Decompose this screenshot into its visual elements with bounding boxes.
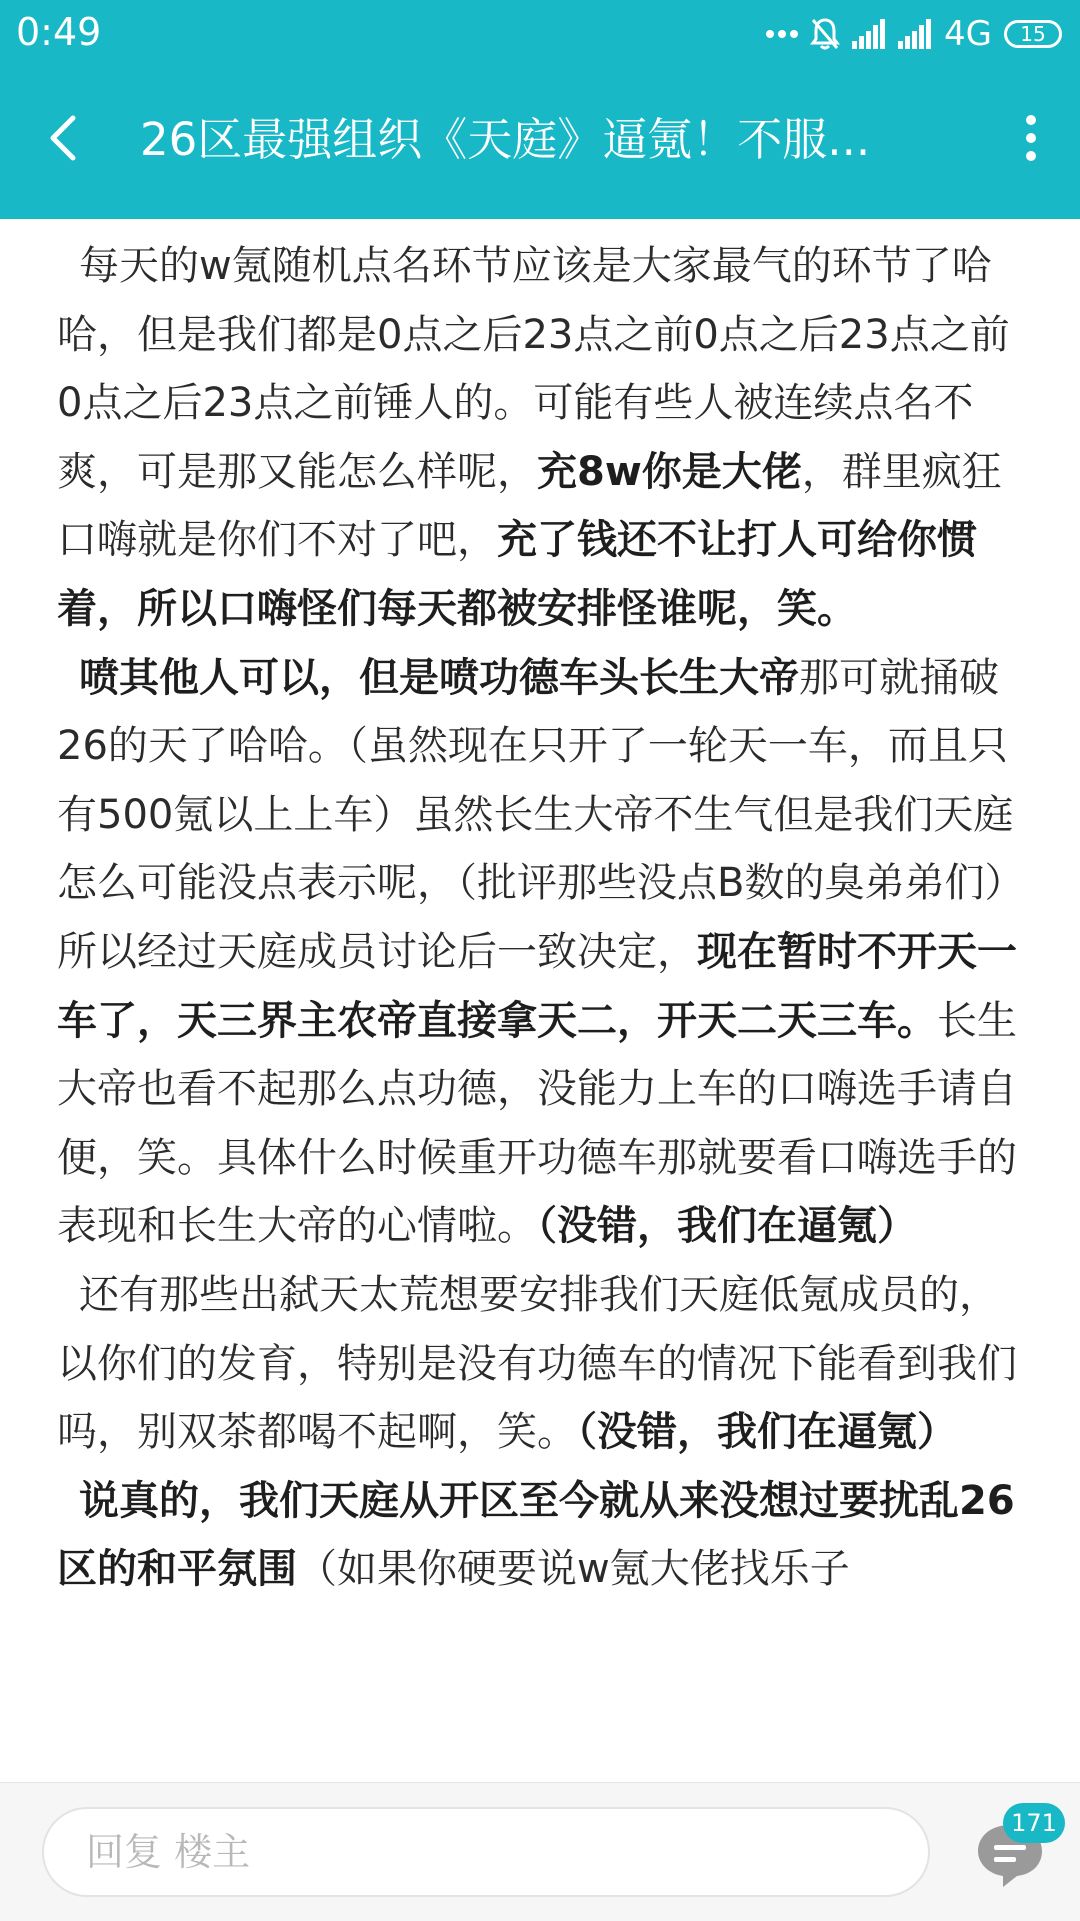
bold-span: （没错，我们在逼氪） — [577, 1409, 957, 1456]
bottom-bar — [0, 1782, 1080, 1921]
status-time: 0:49 — [16, 10, 102, 54]
more-dots-icon — [766, 29, 798, 39]
bold-span: 充8w你是大佬 — [537, 448, 802, 495]
bold-span: 现在暂时不开天一车了，天三界主农帝直接拿天二，开天二天三车。 — [57, 928, 1017, 1044]
paragraph-2 — [57, 644, 1027, 1261]
text-span: 每天的w氪随机点名环节应该是大家最气的环节了哈哈，但是我们都是0点之后23点之前0点之后23点之前0点之后23点之前锤人的。可能有些人被连续点名不爽，可是那又能怎么样呢， — [57, 243, 1010, 495]
more-options-button[interactable] — [1006, 106, 1056, 170]
page-title: 26区最强组织《天庭》逼氪！不服... — [140, 113, 871, 166]
more-vert-icon — [1024, 114, 1038, 162]
status-icons — [766, 14, 1062, 54]
text-span: 那可就捅破26的天了哈哈。（虽然现在只开了一轮天一车，而且只有500氪以上上车）虽然长生大帝不生气但是我们天庭怎么可能没点表示呢，（批评那些没点B数的臭弟弟们）所以经过天庭成员讨论后一致决定， — [57, 654, 1025, 975]
paragraph-1 — [57, 232, 1027, 644]
bold-span: （没错，我们在逼氪） — [537, 1203, 917, 1250]
bold-span: 充了钱还不让打人可给你惯着，所以口嗨怪们每天都被安排怪谁呢，笑。 — [57, 517, 977, 632]
reply-input[interactable]: 回复 楼主 — [42, 1807, 930, 1897]
bold-span: 喷其他人可以，但是喷功德车头长生大帝 — [79, 654, 799, 701]
bold-span: 说真的，我们天庭从开区至今就从来没想过要扰乱26区的和平氛围 — [57, 1477, 1015, 1593]
text-span: 还有那些出弑天太荒想要安排我们天庭低氪成员的，以你们的发育，特别是没有功德车的情况下能看到我们吗，别双茶都喝不起啊，笑。 — [57, 1271, 1017, 1456]
network-type: 4G — [944, 14, 992, 54]
signal-icon — [898, 19, 932, 49]
battery-level: 15 — [1020, 22, 1046, 46]
chevron-left-icon — [47, 114, 77, 162]
paragraph-4 — [57, 1467, 1027, 1604]
battery-icon — [1004, 20, 1062, 48]
post-content — [57, 232, 1027, 1782]
signal-icon — [852, 19, 886, 49]
text-span: （如果你硬要说w氪大佬找乐子 — [297, 1546, 850, 1593]
app-bar — [0, 66, 1080, 219]
text-span: ，群里疯狂口嗨就是你们不对了吧， — [57, 448, 1002, 564]
text-span: 长生大帝也看不起那么点功德，没能力上车的口嗨选手请自便，笑。具体什么时候重开功德车那就要看口嗨选手的表现和长生大帝的心情啦。 — [57, 997, 1017, 1250]
bell-off-icon — [810, 17, 840, 51]
back-button[interactable] — [30, 106, 94, 170]
paragraph-3 — [57, 1261, 1027, 1467]
comment-count-badge: 171 — [1003, 1803, 1065, 1843]
status-bar — [0, 0, 1080, 66]
